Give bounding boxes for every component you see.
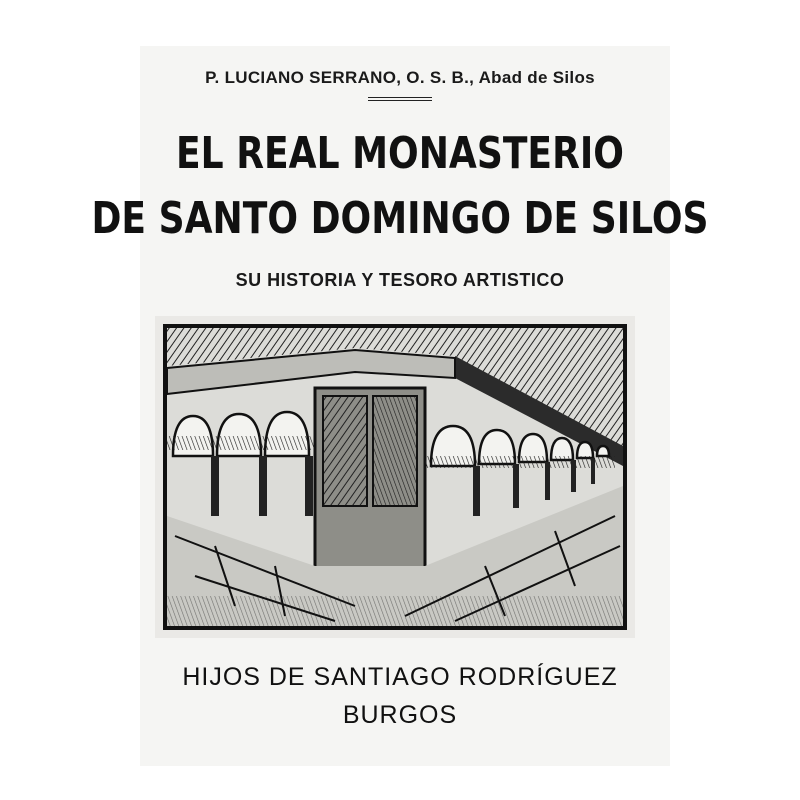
decorative-rule	[368, 97, 432, 98]
author-line: P. LUCIANO SERRANO, O. S. B., Abad de Silos	[205, 68, 595, 87]
publisher-city: BURGOS	[342, 701, 458, 729]
title-line-1: EL REAL MONASTERIO	[176, 128, 624, 179]
decorative-rule	[368, 100, 432, 101]
publisher-name: HIJOS DE SANTIAGO RODRÍGUEZ	[182, 663, 618, 691]
cloister-engraving	[155, 316, 635, 638]
title-line-2: DE SANTO DOMINGO DE SILOS	[91, 193, 709, 244]
subtitle: SU HISTORIA Y TESORO ARTISTICO	[235, 270, 565, 290]
